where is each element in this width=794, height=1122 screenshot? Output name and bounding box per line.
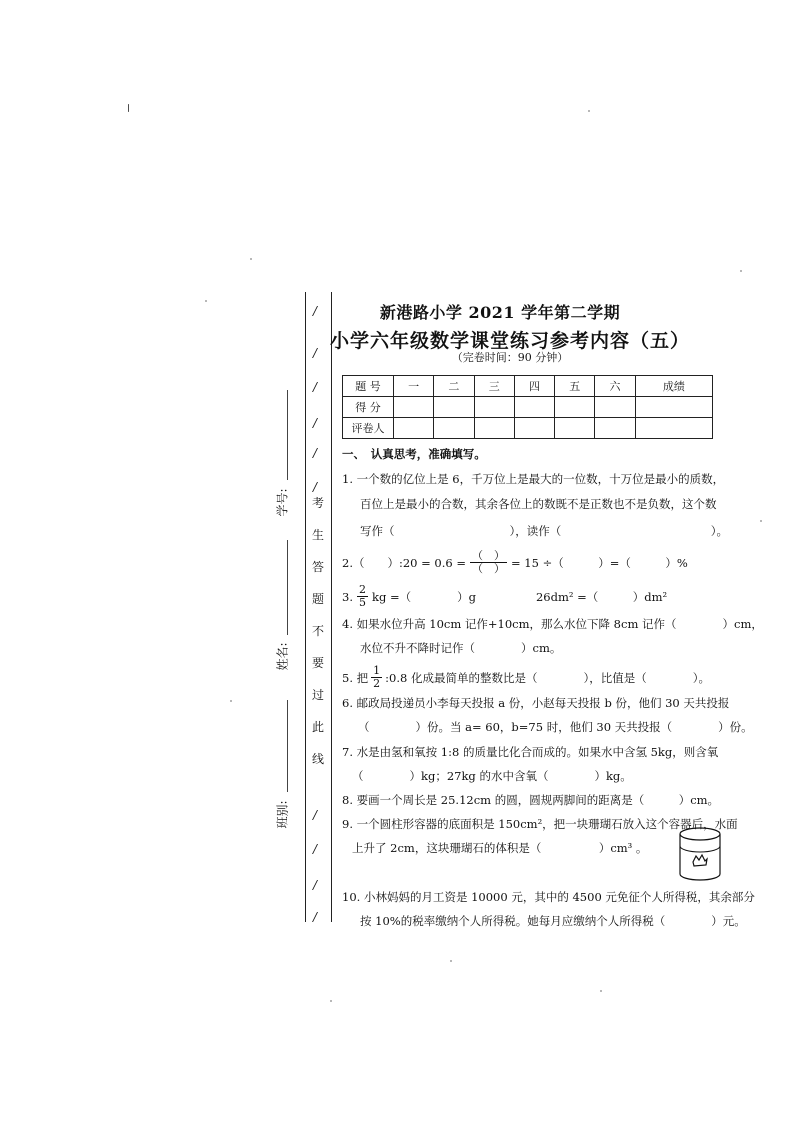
question-5-part-b: :0.8 化成最简单的整数比是（ ），比值是（ ）。 xyxy=(385,670,710,685)
margin-warning-char: 过 xyxy=(312,688,325,702)
student-id-label: 学号: xyxy=(275,488,290,517)
scan-speck xyxy=(250,258,252,260)
margin-warning-char: 不 xyxy=(312,624,325,638)
score-table xyxy=(342,375,713,439)
table-cell: 六 xyxy=(595,376,635,397)
question-3 xyxy=(342,584,667,609)
question-7-line-2: （ ）kg；27kg 的水中含氧（ ）kg。 xyxy=(352,769,632,783)
question-1-line-2: 百位上是最小的合数，其余各位上的数既不是正数也不是负数，这个数 xyxy=(360,497,717,511)
margin-warning-char: 生 xyxy=(312,528,325,542)
fraction-denominator: 2 xyxy=(373,677,381,690)
school-term-title: 新港路小学 2021 学年第二学期 xyxy=(379,303,621,322)
table-cell: 三 xyxy=(474,376,514,397)
margin-slash: / xyxy=(313,380,318,394)
score-cell[interactable] xyxy=(514,397,554,418)
class-blank xyxy=(287,700,288,792)
score-table-row xyxy=(343,397,713,418)
score-cell[interactable] xyxy=(514,418,554,439)
question-8: 8. 要画一个周长是 25.12cm 的圆，圆规两脚间的距离是（ ）cm。 xyxy=(342,793,720,807)
student-name-label: 姓名: xyxy=(275,642,290,671)
scan-speck xyxy=(330,1000,332,1002)
fraction-numerator: 1 xyxy=(373,664,381,677)
question-1-line-1: 1. 一个数的亿位上是 6，千万位上是最大的一位数，十万位是最小的质数， xyxy=(342,472,725,486)
score-table-row xyxy=(343,418,713,439)
score-cell[interactable] xyxy=(474,397,514,418)
score-cell[interactable] xyxy=(394,397,434,418)
question-3-number: 3. xyxy=(342,589,353,604)
question-5-part-a: 5. 把 xyxy=(342,670,369,685)
score-cell[interactable] xyxy=(434,418,474,439)
score-cell[interactable] xyxy=(434,397,474,418)
table-cell: 四 xyxy=(514,376,554,397)
fraction-denominator[interactable]: （ ） xyxy=(472,562,506,575)
question-10-line-2: 按 10%的税率缴纳个人所得税。她每月应缴纳个人所得税（ ）元。 xyxy=(360,914,746,928)
table-cell: 成绩 xyxy=(635,376,712,397)
question-3-part-b: 26dm² =（ ）dm² xyxy=(535,589,668,604)
question-9-line-2: 上升了 2cm，这块珊瑚石的体积是（ ）cm³ 。 xyxy=(352,841,648,855)
fraction-numerator: 2 xyxy=(358,583,366,596)
question-2 xyxy=(342,550,688,575)
table-cell: 题 号 xyxy=(343,376,394,397)
margin-warning-char: 此 xyxy=(312,720,325,734)
score-cell[interactable] xyxy=(635,418,712,439)
scan-speck xyxy=(760,520,762,522)
margin-slash: / xyxy=(313,910,318,924)
score-cell[interactable] xyxy=(595,418,635,439)
question-9-line-1: 9. 一个圆柱形容器的底面积是 150cm²，把一块珊瑚石放入这个容器后，水面 xyxy=(342,817,738,831)
margin-warning-char: 答 xyxy=(312,560,325,574)
score-cell[interactable] xyxy=(595,397,635,418)
question-6-line-1: 6. 邮政局投递员小李每天投报 a 份，小赵每天投报 b 份，他们 30 天共投报 xyxy=(342,696,730,710)
margin-warning-char: 题 xyxy=(312,592,325,606)
margin-warning-char: 要 xyxy=(312,656,325,670)
question-4-line-2: 水位不升不降时记作（ ）cm。 xyxy=(360,641,562,655)
question-3-fraction xyxy=(357,584,368,609)
binding-line-right xyxy=(331,292,332,922)
question-10-line-1: 10. 小林妈妈的月工资是 10000 元，其中的 4500 元免征个人所得税，其余部分 xyxy=(342,890,755,904)
margin-slash: / xyxy=(313,878,318,892)
score-cell[interactable] xyxy=(394,418,434,439)
margin-slash: / xyxy=(313,416,318,430)
scan-speck xyxy=(600,990,602,992)
fraction-denominator: 5 xyxy=(358,596,366,609)
section-heading: 一、 认真思考，准确填写。 xyxy=(342,447,486,461)
coral-stone-icon xyxy=(693,855,707,866)
score-cell[interactable] xyxy=(474,418,514,439)
margin-slash: / xyxy=(313,808,318,822)
margin-slash: / xyxy=(313,480,318,494)
score-cell[interactable] xyxy=(635,397,712,418)
table-cell: 得 分 xyxy=(343,397,394,418)
binding-line-left xyxy=(305,292,306,922)
time-note: （完卷时间：90 分钟） xyxy=(451,351,569,364)
scan-speck xyxy=(205,300,207,302)
score-cell[interactable] xyxy=(555,418,595,439)
margin-warning-char: 考 xyxy=(312,496,325,510)
class-label: 班别: xyxy=(275,800,290,829)
question-3-part-a: kg =（ ）g xyxy=(371,589,476,604)
scan-speck xyxy=(740,270,742,272)
question-2-part-b: = 15 ÷（ ）=（ ）% xyxy=(511,555,688,570)
question-1-line-3: 写作（ ），读作（ ）。 xyxy=(360,524,728,538)
scan-speck xyxy=(588,110,590,112)
cylinder-container-illustration xyxy=(676,826,724,884)
table-cell: 评卷人 xyxy=(343,418,394,439)
fraction-numerator[interactable]: （ ） xyxy=(472,549,506,562)
question-4-line-1: 4. 如果水位升高 10cm 记作+10cm，那么水位下降 8cm 记作（ ）cm， xyxy=(342,617,763,631)
scan-speck xyxy=(230,700,232,702)
student-name-blank xyxy=(287,540,288,635)
margin-slash: / xyxy=(313,446,318,460)
question-5 xyxy=(342,665,710,690)
score-table-header-row xyxy=(343,376,713,397)
score-cell[interactable] xyxy=(555,397,595,418)
margin-slash: / xyxy=(313,346,318,360)
scan-speck xyxy=(128,104,129,112)
question-2-part-a: 2.（ ）:20 = 0.6 = xyxy=(342,555,467,570)
table-cell: 二 xyxy=(434,376,474,397)
table-cell: 五 xyxy=(555,376,595,397)
margin-slash: / xyxy=(313,304,318,318)
page-title: 小学六年级数学课堂练习参考内容（五） xyxy=(329,330,690,352)
question-5-fraction xyxy=(371,665,382,690)
question-7-line-1: 7. 水是由氢和氧按 1:8 的质量比化合而成的。如果水中含氢 5kg，则含氧 xyxy=(342,745,719,759)
question-6-line-2: （ ）份。当 a= 60，b=75 时，他们 30 天共投报（ ）份。 xyxy=(358,720,753,734)
student-id-blank xyxy=(287,390,288,480)
table-cell: 一 xyxy=(394,376,434,397)
margin-slash: / xyxy=(313,842,318,856)
scan-speck xyxy=(450,960,452,962)
margin-warning-char: 线 xyxy=(312,752,325,766)
question-2-fraction xyxy=(470,550,507,575)
